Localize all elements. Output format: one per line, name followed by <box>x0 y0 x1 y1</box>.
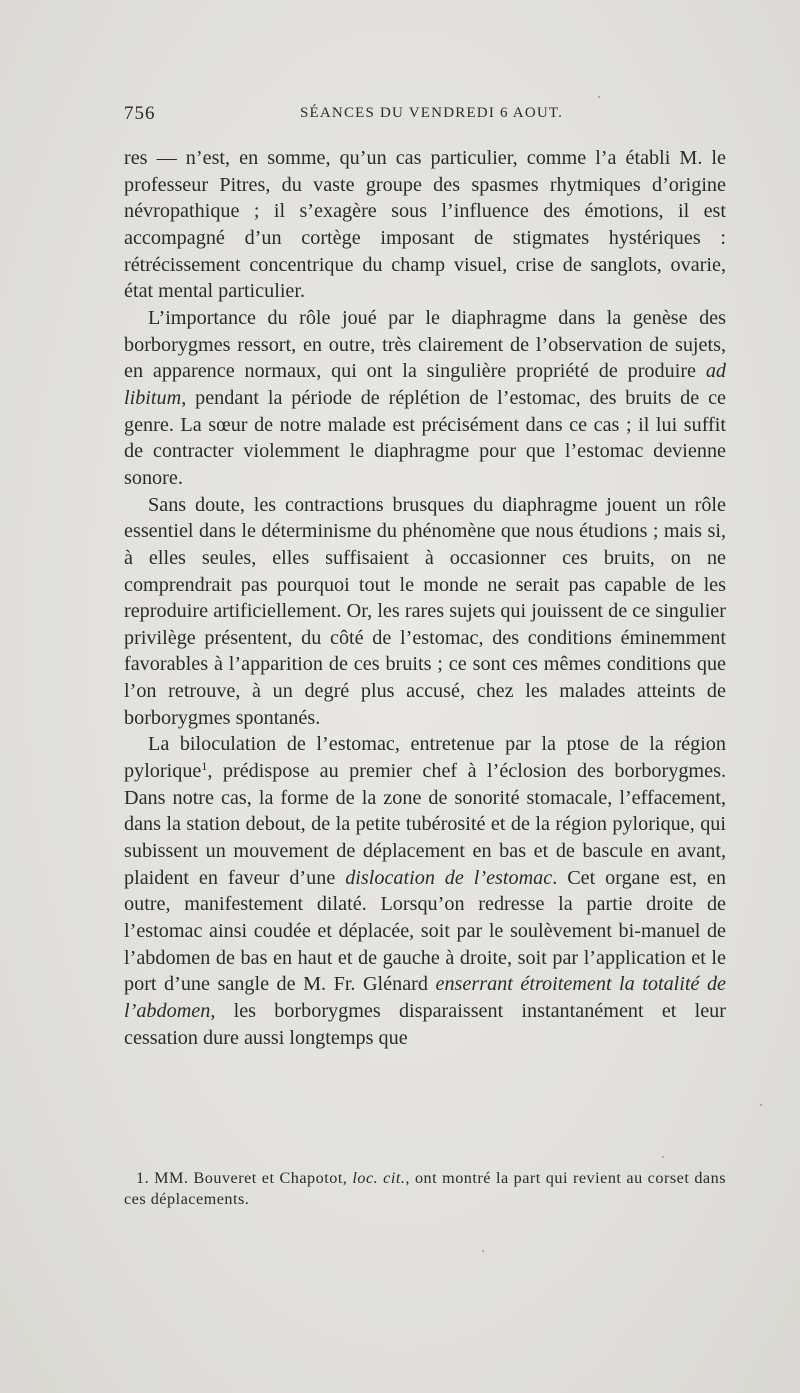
paragraph-1 <box>124 145 726 305</box>
footnote-italic: loc. cit. <box>352 1169 406 1187</box>
paragraph-3-text: Sans doute, les contractions brusques du diaphragme jouent un rôle essentiel dans le déterminisme du phénomène que nous étudions ; mais si, à elles seules, elles suffisaient à occasionner ces bruits, on ne comprendrait pas pourquoi tout le monde ne serait pas capable de les reproduire artificiellement. Or, les rares sujets qui jouissent de ce singulier privilège présentent, du côté de l’estomac, des conditions éminemment favorables à l’apparition de ces bruits ; ce sont ces mêmes conditions que l’on retrouve, à un degré plus accusé, chez les malades atteints de borborygmes spontanés. <box>124 493 726 729</box>
italic-dislocation: dislocation de l’estomac <box>345 866 553 889</box>
paragraph-4-text-c: . Cet organe est, en outre, manifestement dilaté. Lorsqu’on redresse la partie droite de l’estomac ainsi coudée et déplacée, soit par le soulèvement bi-manuel de l’abdomen de bas en haut et de gauche à droite, soit par l’application et le port d’une sangle de M. Fr. Glénard <box>124 866 726 996</box>
page-header <box>124 103 724 133</box>
paragraph-2-text-b: , pendant la période de réplétion de l’estomac, des bruits de ce genre. La sœur de notre malade est précisément dans ce cas ; il lui suffit de contracter violemment le diaphragme pour que l’estomac devienne sonore. <box>124 386 726 489</box>
main-text <box>124 145 726 1051</box>
paragraph-2 <box>124 305 726 492</box>
footnote-marker: 1. <box>136 1169 150 1187</box>
page-number: 756 <box>124 103 156 124</box>
footnote <box>124 1168 726 1210</box>
footnote-text-a: MM. Bouveret et Chapotot, <box>149 1169 353 1187</box>
paper-speck <box>482 1250 484 1252</box>
paragraph-4 <box>124 731 726 1051</box>
paper-speck <box>598 96 600 98</box>
paper-speck <box>662 1156 664 1158</box>
italic-enserrant: enserrant étroitement la totalité de l’abdomen <box>124 973 727 1022</box>
paragraph-3 <box>124 492 726 732</box>
paragraph-4-text-b: , prédispose au premier chef à l’éclosion des borborygmes. Dans notre cas, la forme de la zone de sonorité stomacale, l’effacement, dans la station debout, de la petite tubérosité et de la région pylorique, qui subissent un mouvement de déplacement en bas et de bascule en avant, plaident en faveur d’une <box>124 760 726 889</box>
paragraph-2-text-a: L’importance du rôle joué par le diaphragme dans la genèse des borborygmes ressort, en outre, très clairement de l’observation de sujets, en apparence normaux, qui ont la singulière propriété de produire <box>124 306 726 383</box>
paragraph-4-text-a: La biloculation de l’estomac, entretenue par la ptose de la région pylorique <box>124 733 726 783</box>
footnote-text-b: , ont montré la part qui revient au corset dans ces déplacements. <box>124 1169 726 1208</box>
italic-ad-libitum: ad libitum <box>124 360 726 409</box>
paper-speck <box>760 1104 762 1106</box>
footnote-reference: 1 <box>201 759 208 774</box>
paragraph-1-text: res — n’est, en somme, qu’un cas particulier, comme l’a établi M. le professeur Pitres, du vaste groupe des spasmes rhytmiques d’origine névropathique ; il s’exagère sous l’influence des émotions, il est accompagné d’un cortège imposant de stigmates hystériques : rétrécissement concentrique du champ visuel, crise de sanglots, ovarie, état mental particulier. <box>124 147 726 303</box>
footnote-paragraph <box>124 1168 726 1210</box>
paragraph-4-text-d: , les borborygmes disparaissent instantanément et leur cessation dure aussi longtemps que <box>124 1000 726 1049</box>
running-title: SÉANCES DU VENDREDI 6 AOUT. <box>300 105 564 121</box>
